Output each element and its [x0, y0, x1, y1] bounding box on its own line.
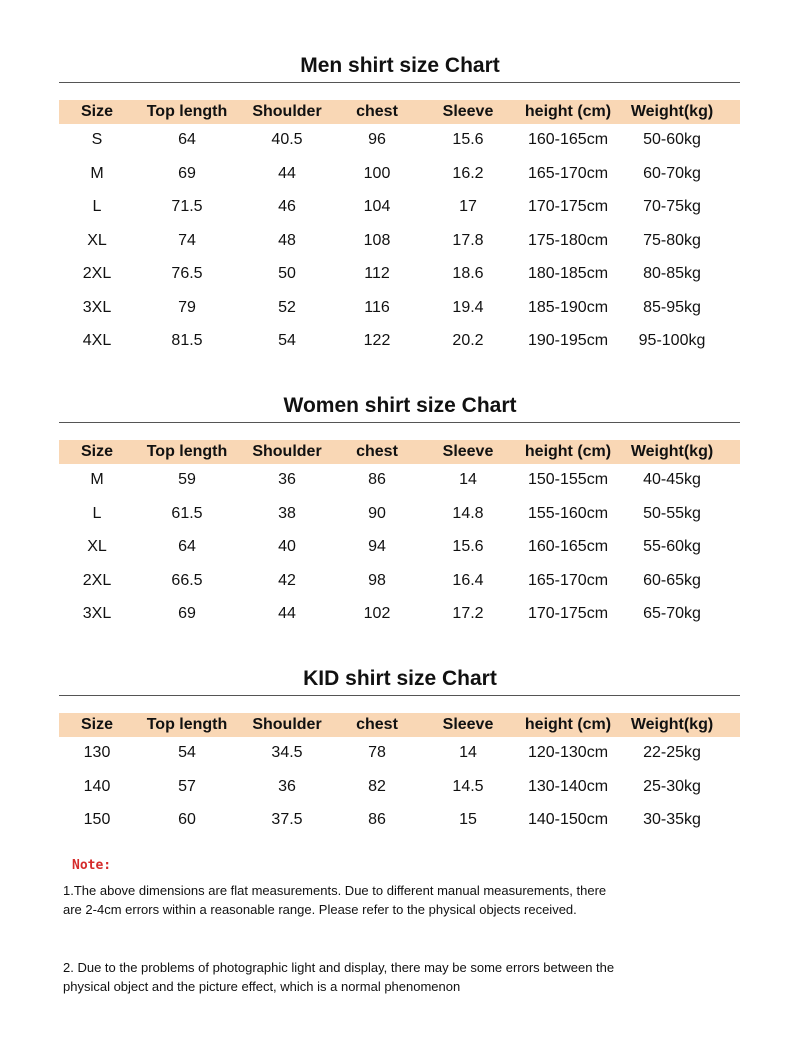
table-cell: 150: [83, 811, 111, 828]
table-cell: 140: [83, 777, 111, 795]
table-cell: 17: [459, 198, 477, 215]
table-cell: 60-70kg: [643, 164, 701, 182]
column-header: Shoulder: [252, 103, 322, 120]
table-cell: 80-85kg: [643, 265, 701, 282]
column-header: Sleeve: [442, 716, 494, 733]
table-cell: 42: [278, 571, 296, 589]
table-cell: 34.5: [271, 744, 303, 761]
column-header: Top length: [146, 443, 228, 460]
table-cell: 116: [364, 298, 390, 316]
table-cell: 40-45kg: [643, 471, 701, 488]
table-cell: 150-155cm: [527, 471, 609, 488]
title-divider: [59, 422, 740, 423]
table-cell: 190-195cm: [527, 332, 609, 349]
table-cell: 104: [363, 198, 391, 215]
table-cell: 94: [368, 538, 386, 555]
table-cell: 74: [178, 231, 196, 249]
column-header: Shoulder: [252, 716, 322, 733]
table-cell: 50: [278, 265, 296, 282]
table-cell: 54: [178, 744, 196, 761]
table-cell: 2XL: [82, 571, 112, 589]
table-cell: 85-95kg: [643, 298, 701, 316]
table-cell: 54: [278, 332, 296, 349]
table-cell: XL: [87, 538, 107, 555]
table-cell: 14: [459, 471, 477, 488]
table-cell: XL: [87, 231, 107, 249]
table-cell: 59: [178, 471, 196, 488]
table-cell: 130: [83, 744, 111, 761]
table-cell: 100: [363, 164, 391, 182]
table-cell: 165-170cm: [527, 164, 609, 182]
table-cell: 40: [278, 538, 296, 555]
table-cell: 2XL: [82, 265, 112, 282]
table-cell: 60: [178, 811, 196, 828]
table-cell: 22-25kg: [643, 744, 701, 761]
column-header: Top length: [146, 103, 228, 120]
table-cell: 98: [368, 571, 386, 589]
table-cell: 16.2: [452, 164, 484, 182]
note-label: Note:: [72, 858, 112, 873]
table-cell: 64: [178, 131, 196, 148]
table-cell: 3XL: [82, 605, 112, 622]
table-cell: M: [90, 164, 104, 182]
table-title: Women shirt size Chart: [283, 394, 517, 417]
table-cell: 16.4: [452, 571, 484, 589]
table-cell: 155-160cm: [527, 504, 609, 522]
column-header: Shoulder: [252, 443, 322, 460]
table-cell: 165-170cm: [527, 571, 609, 589]
table-cell: 79: [178, 298, 196, 316]
table-cell: 50-55kg: [643, 504, 701, 522]
table-cell: 20.2: [452, 332, 484, 349]
table-cell: 78: [368, 744, 386, 761]
table-cell: 69: [178, 164, 196, 182]
column-header: chest: [356, 103, 398, 120]
note-text-1: 1.The above dimensions are flat measurements. Due to different manual measurements, there are 2-4cm errors within a reasonable range. Please refer to the physical objects received.: [63, 883, 607, 917]
table-cell: 82: [368, 777, 386, 795]
table-cell: 14.5: [452, 777, 484, 795]
table-cell: 40.5: [271, 131, 303, 148]
table-cell: 170-175cm: [527, 198, 609, 215]
table-cell: 3XL: [82, 298, 112, 316]
table-cell: 120-130cm: [527, 744, 609, 761]
table-cell: 15: [459, 811, 477, 828]
table-cell: 90: [368, 504, 386, 522]
table-cell: 185-190cm: [527, 298, 609, 316]
table-cell: 108: [363, 231, 391, 249]
table-cell: 14: [459, 744, 477, 761]
table-cell: 180-185cm: [527, 265, 609, 282]
table-cell: 75-80kg: [643, 231, 701, 249]
column-header: Weight(kg): [630, 103, 714, 120]
table-cell: 17.8: [452, 231, 484, 249]
table-cell: 70-75kg: [643, 198, 701, 215]
table-cell: 36: [278, 471, 296, 488]
table-cell: 25-30kg: [643, 777, 701, 795]
table-cell: 160-165cm: [527, 131, 609, 148]
table-cell: 66.5: [171, 571, 203, 589]
table-cell: 102: [363, 605, 391, 622]
table-cell: 50-60kg: [643, 131, 701, 148]
table-cell: 122: [363, 332, 391, 349]
column-header: height (cm): [524, 716, 612, 733]
table-cell: 86: [368, 811, 386, 828]
table-cell: 65-70kg: [643, 605, 701, 622]
table-cell: 160-165cm: [527, 538, 609, 555]
table-cell: 30-35kg: [643, 811, 701, 828]
note-text-2: 2. Due to the problems of photographic light and display, there may be some errors between the physical object and the picture effect, which is a normal phenomenon: [63, 960, 615, 994]
table-cell: 57: [178, 777, 196, 795]
table-cell: 38: [278, 504, 296, 522]
table-cell: 52: [278, 298, 296, 316]
table-cell: 46: [278, 198, 296, 215]
column-header: Size: [80, 443, 114, 460]
column-header: Weight(kg): [630, 716, 714, 733]
table-cell: M: [90, 471, 104, 488]
table-cell: S: [91, 131, 103, 148]
table-cell: 76.5: [171, 265, 203, 282]
table-cell: 4XL: [82, 332, 112, 349]
table-cell: 15.6: [452, 538, 484, 555]
table-cell: 36: [278, 777, 296, 795]
table-title: KID shirt size Chart: [303, 667, 497, 690]
table-cell: 175-180cm: [527, 231, 609, 249]
table-cell: 86: [368, 471, 386, 488]
table-cell: 71.5: [171, 198, 203, 215]
title-divider: [59, 82, 740, 83]
table-cell: L: [92, 198, 102, 215]
table-cell: 69: [178, 605, 196, 622]
table-cell: 44: [278, 605, 296, 622]
table-cell: 130-140cm: [527, 777, 609, 795]
column-header: Size: [80, 103, 114, 120]
table-cell: 140-150cm: [527, 811, 609, 828]
table-cell: 37.5: [271, 811, 303, 828]
column-header: height (cm): [524, 103, 612, 120]
table-cell: 19.4: [452, 298, 484, 316]
column-header: chest: [356, 443, 398, 460]
column-header: height (cm): [524, 443, 612, 460]
column-header: Top length: [146, 716, 228, 733]
table-cell: 112: [364, 265, 390, 282]
table-cell: 44: [278, 164, 296, 182]
table-cell: 170-175cm: [527, 605, 609, 622]
column-header: Weight(kg): [630, 443, 714, 460]
table-cell: L: [92, 504, 102, 522]
table-cell: 96: [368, 131, 386, 148]
table-title: Men shirt size Chart: [300, 54, 500, 77]
column-header: Size: [80, 716, 114, 733]
title-divider: [59, 695, 740, 696]
table-cell: 95-100kg: [638, 332, 706, 349]
table-cell: 60-65kg: [643, 571, 701, 589]
table-cell: 18.6: [452, 265, 484, 282]
table-cell: 48: [278, 231, 296, 249]
table-cell: 64: [178, 538, 196, 555]
column-header: Sleeve: [442, 443, 494, 460]
table-cell: 61.5: [171, 504, 203, 522]
column-header: chest: [356, 716, 398, 733]
column-header: Sleeve: [442, 103, 494, 120]
table-cell: 14.8: [452, 504, 484, 522]
table-cell: 15.6: [452, 131, 484, 148]
table-cell: 81.5: [171, 332, 203, 349]
table-cell: 17.2: [452, 605, 484, 622]
table-cell: 55-60kg: [643, 538, 701, 555]
